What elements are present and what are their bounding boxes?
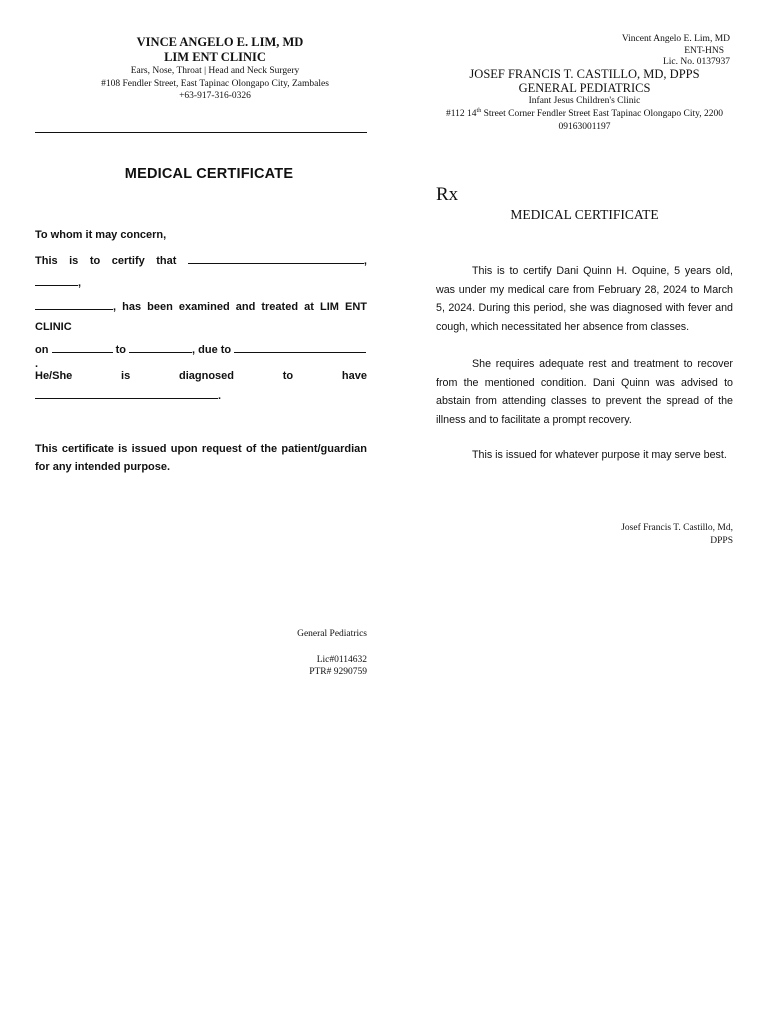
left-header-divider [35,132,367,133]
reason-blank[interactable] [234,343,366,353]
right-sign-credential: DPPS [710,535,733,546]
left-examined-line [35,298,367,337]
on-label: on [35,344,49,356]
certify-word: This [35,255,58,267]
left-diagnosis-line: He/She is diagnosed to have . [35,370,367,402]
certify-word: that [156,255,177,267]
right-top-dept: ENT-HNS [684,45,724,56]
right-top-lic: Lic. No. 0137937 [662,57,730,67]
left-phone: +63-917-316-0326 [179,91,251,101]
diagnosis-word: is [121,370,131,382]
right-phone: 09163001197 [558,122,611,132]
left-salutation: To whom it may concern, [35,229,167,241]
left-address: #108 Fendler Street, East Tapinac Olongapo City, Zambales [101,78,329,89]
right-certificate-title: MEDICAL CERTIFICATE [510,207,659,222]
date-to-blank[interactable] [129,343,192,353]
right-doctor-name: JOSEF FRANCIS T. CASTILLO, MD, DPPS [469,67,700,81]
right-clinic-name: Infant Jesus Children's Clinic [528,96,641,106]
right-specialty: GENERAL PEDIATRICS [518,81,651,95]
to-label: to [115,344,126,356]
left-doctor-name: VINCE ANGELO E. LIM, MD [136,35,304,49]
certify-word: is [69,255,79,267]
left-sign-lic: Lic#0114632 [316,654,367,665]
left-signature-block [200,628,367,679]
right-top-name: Vincent Angelo E. Lim, MD [621,34,730,44]
patient-name-blank-cont[interactable] [35,276,78,286]
diagnosis-blank[interactable] [35,389,218,399]
right-paragraph-1: This is to certify Dani Quinn H. Oquine, 5 years old, was under my medical care from February 28, 2024 to March 5, 2024. During this period, she was diagnosed with fever and cough, which necessitated her absence from classes. [436,265,733,333]
rx-symbol: Rx [436,184,459,205]
due-label: , due to [192,344,232,356]
right-signature-block [560,522,733,547]
certify-word: to [89,255,101,267]
left-sign-dept: General Pediatrics [297,629,367,639]
left-clinic-name: LIM ENT CLINIC [164,50,266,64]
diagnosis-word: have [341,370,367,382]
certify-word: certify [111,255,145,267]
right-paragraph-2: She requires adequate rest and treatment to recover from the mentioned condition. Dani Quinn was advised to abstain from attending classes to prevent the spread of the illness and to facilitate a prompt recovery. [436,358,733,426]
left-issued-text: This certificate is issued upon request of the patient/guardian for any intended purpose. [35,443,367,473]
left-examined-text: , has been examined and treated at LIM ENT CLINIC [35,301,367,333]
left-certificate-title: MEDICAL CERTIFICATE [124,166,294,182]
diagnosis-word: He/She [35,370,73,382]
right-address: #112 14th Street Corner Fendler Street East Tapinac Olongapo City, 2200 [446,107,723,119]
patient-age-blank[interactable] [35,300,113,310]
date-from-blank[interactable] [52,343,113,353]
right-sign-name: Josef Francis T. Castillo, Md, [621,523,733,533]
right-top-credentials [560,34,730,69]
patient-name-blank[interactable] [188,254,364,264]
left-date-line: on to , due to . [35,343,367,371]
left-specialty: Ears, Nose, Throat | Head and Neck Surgery [130,66,300,76]
left-letterhead [60,35,370,103]
left-sign-ptr: PTR# 9290759 [309,667,367,677]
diagnosis-word: diagnosed [178,370,234,382]
diagnosis-word: to [282,370,294,382]
left-certify-line: This is to certify that , , [35,255,367,289]
right-paragraph-3: This is issued for whatever purpose it may serve best. [472,449,727,461]
right-letterhead [436,67,733,134]
